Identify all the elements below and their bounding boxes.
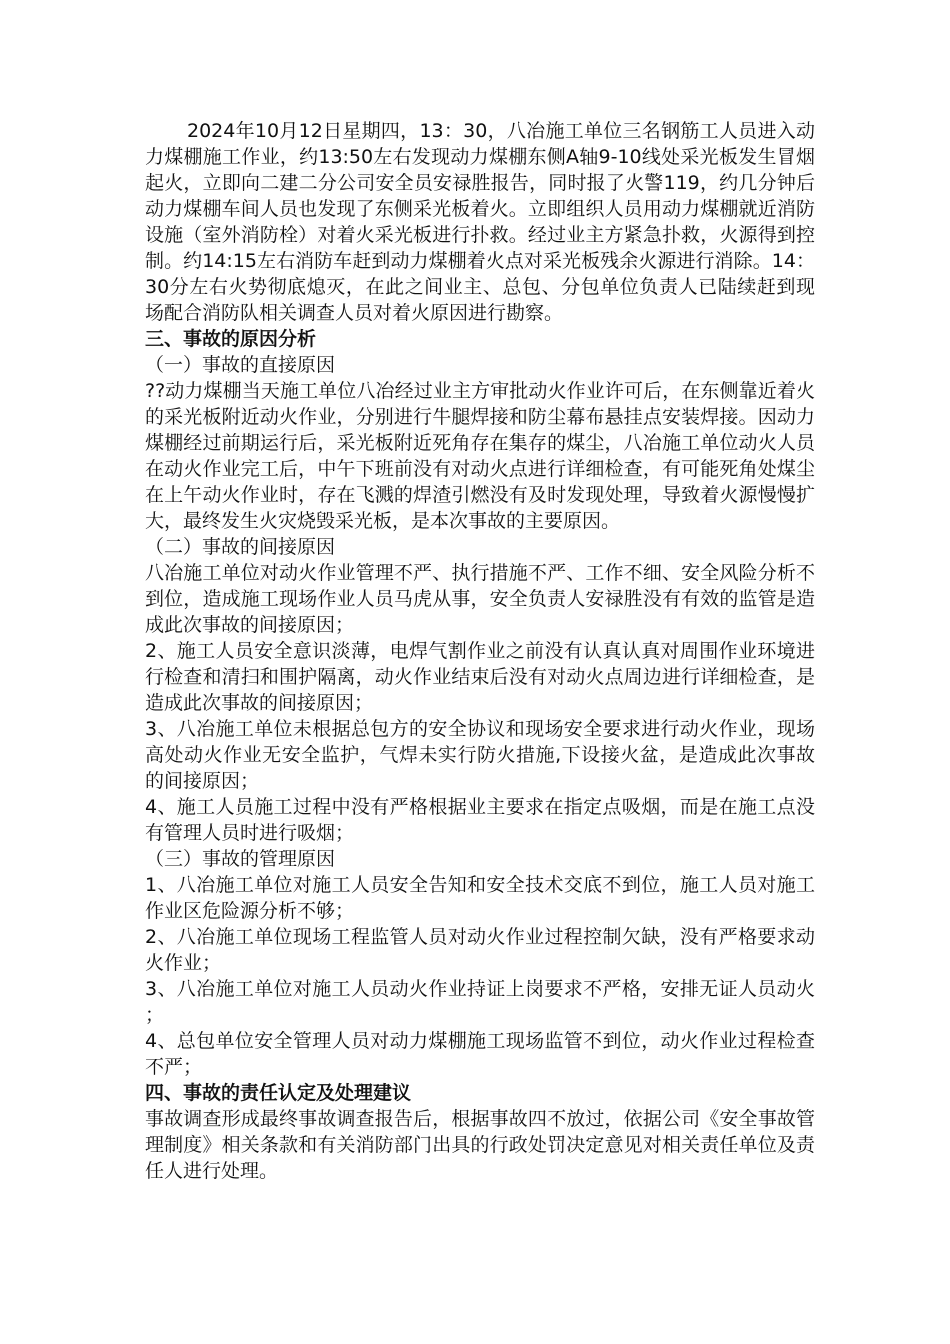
intro-paragraph: 2024年10月12日星期四，13：30，八冶施工单位三名钢筋工人员进入动力煤棚施工作业，约13:50左右发现动力煤棚东侧A轴9-10线处采光板发生冒烟起火，立即向二建二分公司安全员安禄胜报告，同时报了火警119，约几分钟后动力煤棚车间人员也发现了东侧采光板着火。立即组织人员用动力煤棚就近消防设施（室外消防栓）对着火采光板进行扑救。经过业主方紧急扑救，火源得到控制。约14:15左右消防车赶到动力煤棚着火点对采光板残余火源进行消除。14：30分左右火势彻底熄灭，在此之间业主、总包、分包单位负责人已陆续赶到现场配合消防队相关调查人员对着火原因进行勘察。 [145, 120, 815, 324]
indirect-cause-item: 2、施工人员安全意识淡薄，电焊气割作业之前没有认真认真对周围作业环境进行检查和清扫和围护隔离，动火作业结束后没有对动火点周边进行详细检查，是造成此次事故的间接原因； [145, 640, 815, 714]
management-cause-heading: （三）事故的管理原因 [145, 848, 336, 870]
section-4-heading: 四、事故的责任认定及处理建议 [145, 1082, 412, 1104]
indirect-cause-heading: （二）事故的间接原因 [145, 536, 336, 558]
management-cause-item: 3、八冶施工单位对施工人员动火作业持证上岗要求不严格，安排无证人员动火； [145, 978, 815, 1026]
management-cause-item: 2、八冶施工单位现场工程监管人员对动火作业过程控制欠缺，没有严格要求动火作业； [145, 926, 815, 974]
section-3-heading: 三、事故的原因分析 [145, 328, 317, 350]
section-4-paragraph: 事故调查形成最终事故调查报告后，根据事故四不放过，依据公司《安全事故管理制度》相关条款和有关消防部门出具的行政处罚决定意见对相关责任单位及责任人进行处理。 [145, 1108, 815, 1182]
indirect-cause-item: 八冶施工单位对动火作业管理不严、执行措施不严、工作不细、安全风险分析不到位，造成施工现场作业人员马虎从事，安全负责人安禄胜没有有效的监管是造成此次事故的间接原因； [145, 562, 815, 636]
direct-cause-paragraph: ??动力煤棚当天施工单位八冶经过业主方审批动火作业许可后，在东侧靠近着火的采光板附近动火作业，分别进行牛腿焊接和防尘幕布悬挂点安装焊接。因动力煤棚经过前期运行后，采光板附近死角存在集存的煤尘，八冶施工单位动火人员在动火作业完工后，中午下班前没有对动火点进行详细检查，有可能死角处煤尘在上午动火作业时，存在飞溅的焊渣引燃没有及时发现处理，导致着火源慢慢扩大，最终发生火灾烧毁采光板，是本次事故的主要原因。 [145, 380, 815, 532]
indirect-cause-item: 4、施工人员施工过程中没有严格根据业主要求在指定点吸烟，而是在施工点没有管理人员时进行吸烟； [145, 796, 815, 844]
management-cause-item: 4、总包单位安全管理人员对动力煤棚施工现场监管不到位，动火作业过程检查不严； [145, 1030, 815, 1078]
management-cause-item: 1、八冶施工单位对施工人员安全告知和安全技术交底不到位，施工人员对施工作业区危险源分析不够； [145, 874, 815, 922]
indirect-cause-item: 3、八冶施工单位未根据总包方的安全协议和现场安全要求进行动火作业，现场高处动火作业无安全监护，气焊未实行防火措施,下设接火盆，是造成此次事故的间接原因； [145, 718, 815, 792]
direct-cause-heading: （一）事故的直接原因 [145, 354, 336, 376]
document-body [145, 118, 815, 1184]
